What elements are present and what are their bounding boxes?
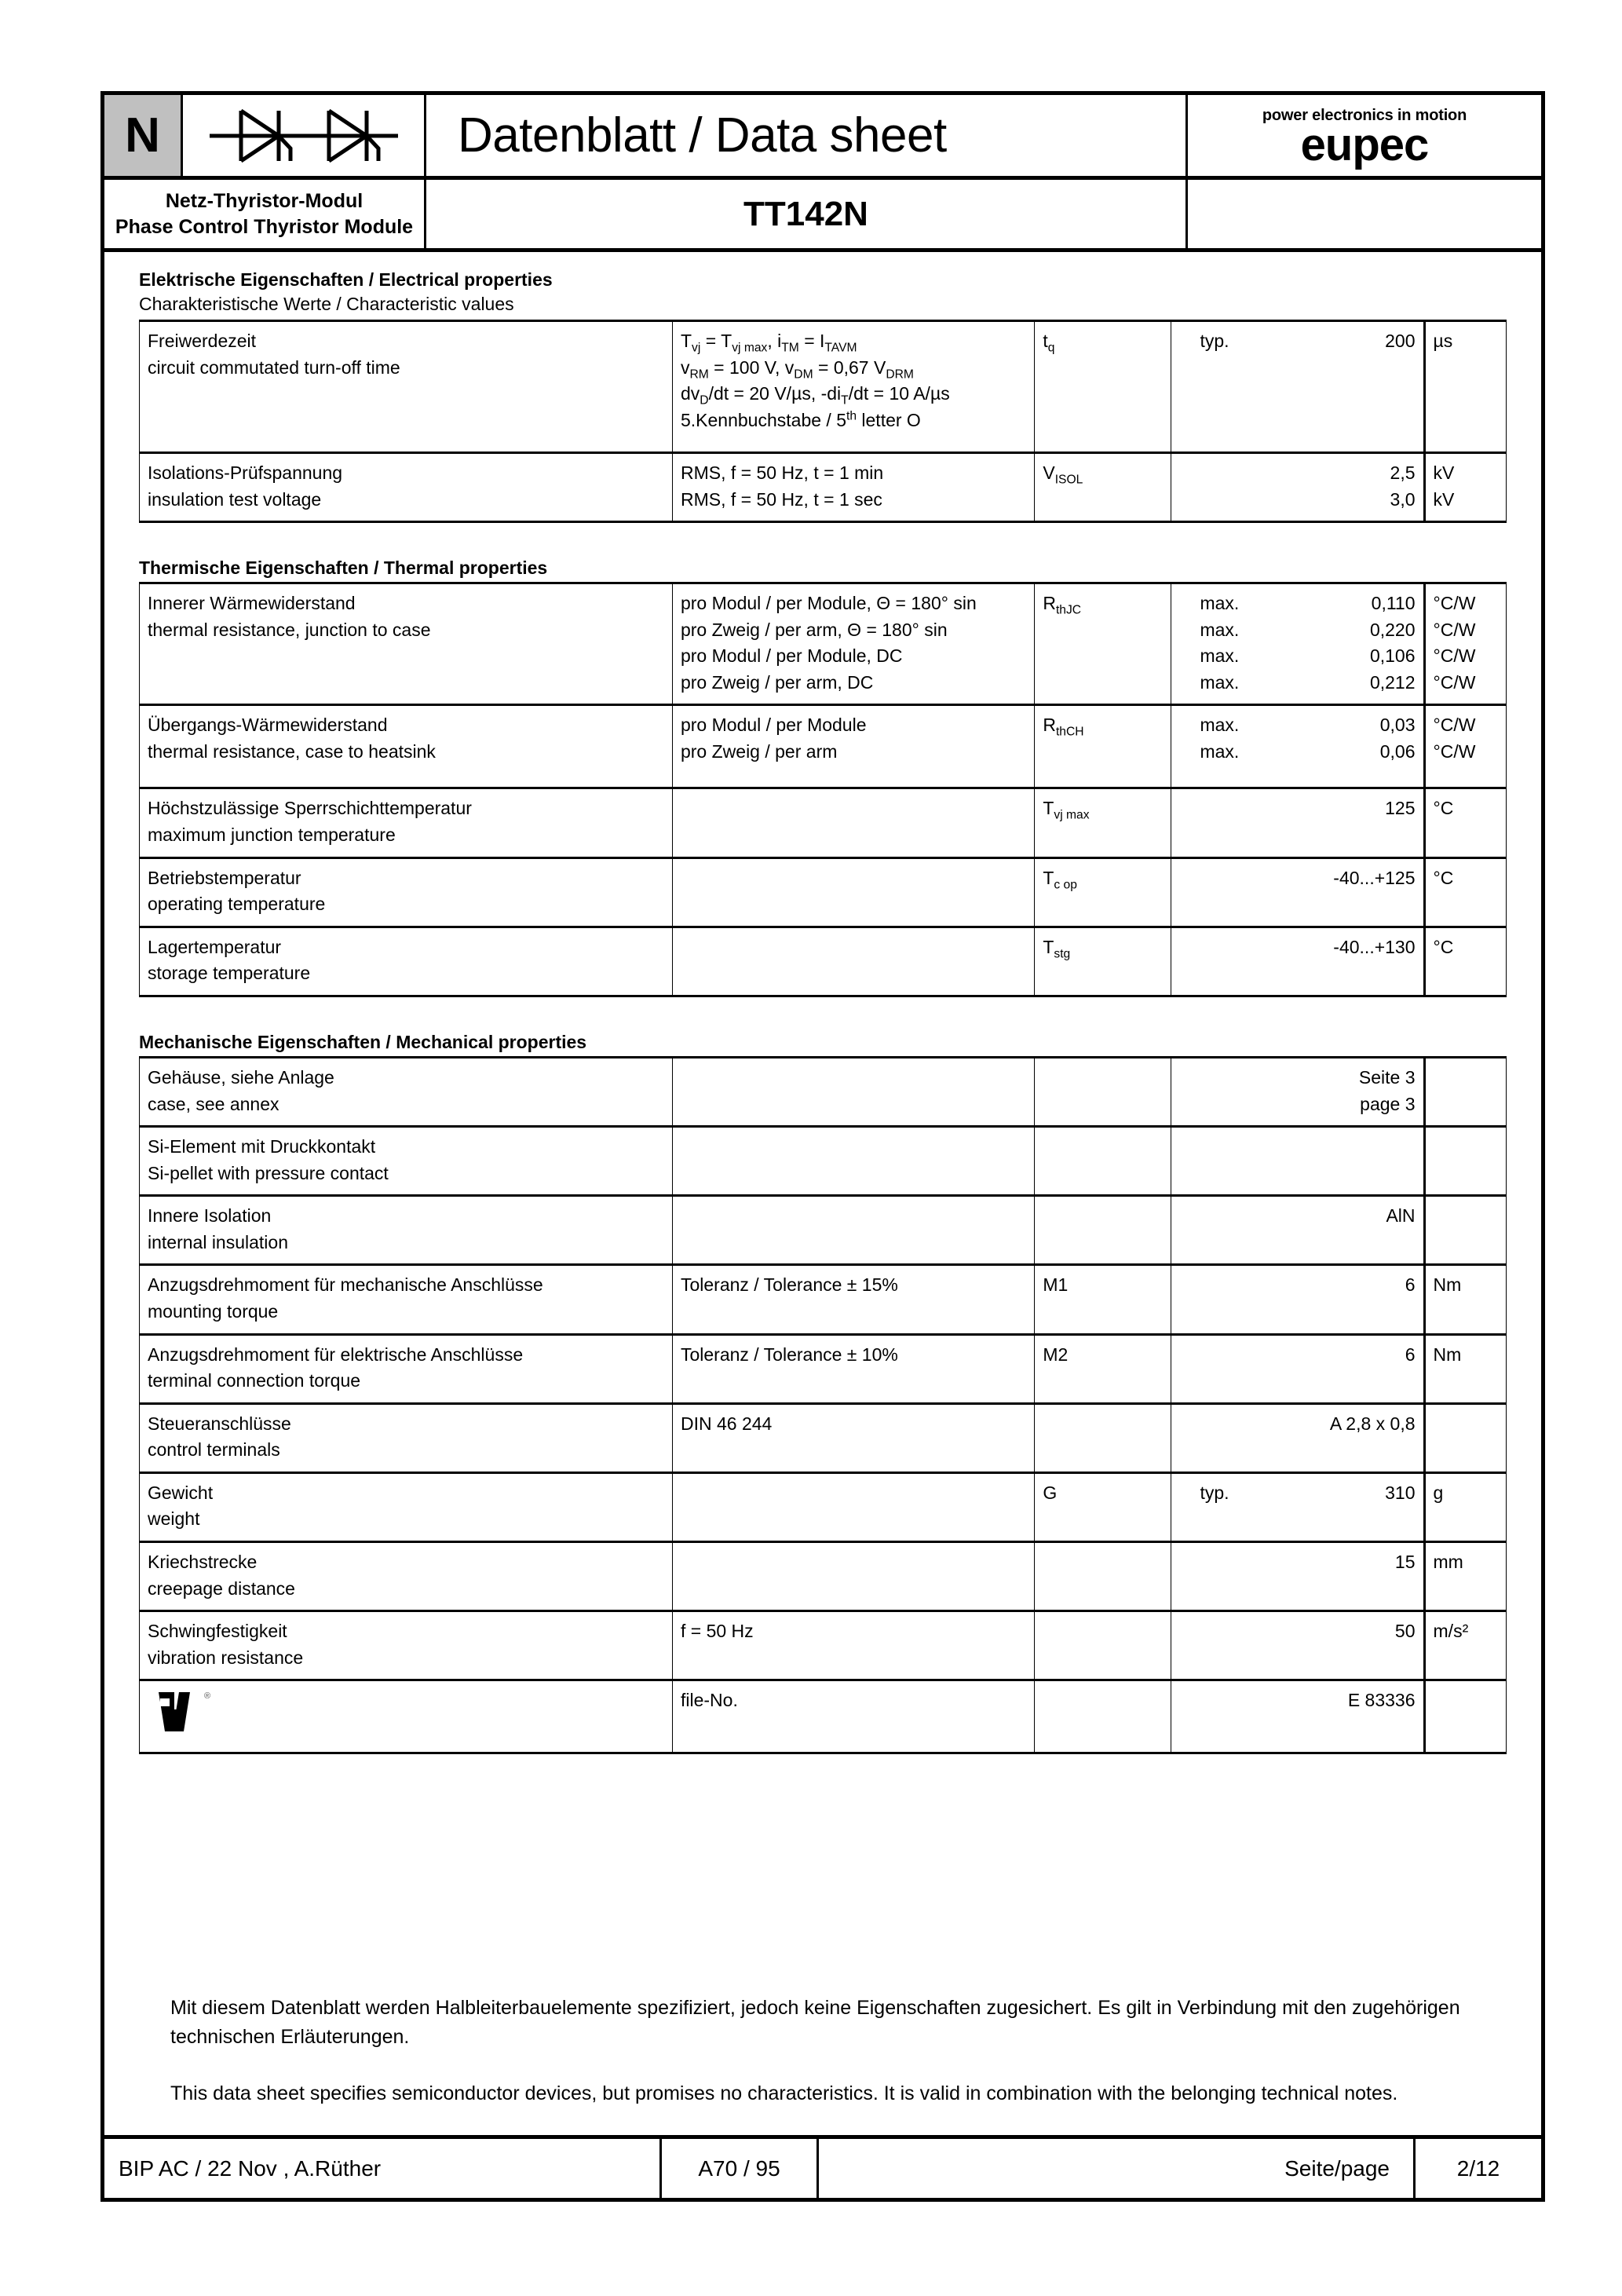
row-conditions: f = 50 Hz <box>672 1611 1034 1680</box>
row-description <box>140 453 673 522</box>
desc-en: insulation test voltage <box>148 488 322 510</box>
electrical-section-subtitle: Charakteristische Werte / Characteristic values <box>139 294 514 314</box>
logo-tagline: power electronics in motion <box>1262 106 1467 124</box>
header-blank-cell <box>1188 180 1541 248</box>
note-en: This data sheet specifies semiconductor devices, but promises no characteristics. It is valid in combination with the belonging technical notes. <box>170 2082 1398 2104</box>
value-qualifier: max. <box>1200 645 1240 667</box>
desc-de: Innerer Wärmewiderstand <box>148 593 356 614</box>
mechanical-section-title: Mechanische Eigenschaften / Mechanical properties <box>139 1031 587 1052</box>
row-value <box>1171 1127 1424 1196</box>
module-kind-en: Phase Control Thyristor Module <box>115 215 414 238</box>
row-conditions <box>672 583 1034 705</box>
desc-en: internal insulation <box>148 1231 289 1252</box>
desc-de: Gehäuse, siehe Anlage <box>148 1066 334 1088</box>
value-qualifier: max. <box>1200 593 1240 614</box>
desc-de: Freiwerdezeit <box>148 331 257 351</box>
table-row <box>140 857 1507 927</box>
value-number: 0,106 <box>1369 645 1416 667</box>
cond-line: pro Modul / per Module <box>680 715 867 736</box>
page-body <box>104 252 1541 2135</box>
value-number: 0,06 <box>1379 741 1416 762</box>
desc-de: Gewicht <box>148 1482 214 1503</box>
table-row <box>140 1472 1507 1541</box>
unit-text: °C/W <box>1433 593 1476 614</box>
table-row <box>140 1611 1507 1680</box>
row-value <box>1171 1403 1424 1472</box>
footer-page-label: Seite/page <box>819 2139 1416 2198</box>
cond-line: $T_{vj} = T_{vj max}$, $i_{TM} = I_{TAVM}$ <box>680 331 857 355</box>
row-symbol: $R_{thCH}$ <box>1035 705 1171 788</box>
row-description <box>140 1611 673 1680</box>
legal-notes <box>139 1994 1507 2136</box>
desc-en: thermal resistance, junction to case <box>148 619 431 640</box>
row-description <box>140 1127 673 1196</box>
row-symbol <box>1035 1403 1171 1472</box>
cond-line: pro Zweig / per arm, DC <box>680 671 874 693</box>
unit-text: °C/W <box>1433 619 1476 640</box>
page-footer <box>104 2135 1541 2198</box>
cond-line: $dv_D/dt = 20$ V/µs, $-di_T/dt = 10$ A/µs <box>680 383 950 408</box>
row-description <box>140 1265 673 1334</box>
header-bottom-row <box>104 180 1541 252</box>
cond-line: pro Modul / per Module, DC <box>680 645 903 667</box>
unit-text: °C <box>1433 798 1454 819</box>
row-value <box>1171 1196 1424 1265</box>
row-symbol: $T_{stg}$ <box>1035 927 1171 996</box>
table-row <box>140 321 1507 453</box>
row-unit <box>1424 1196 1506 1265</box>
row-description <box>140 1334 673 1403</box>
row-conditions: DIN 46 244 <box>672 1403 1034 1472</box>
type-number: TT142N <box>426 180 1188 248</box>
thyristor-symbol-svg <box>210 104 398 167</box>
value-number: 125 <box>1385 798 1416 819</box>
value-qualifier: max. <box>1200 619 1240 640</box>
row-conditions: file-No. <box>672 1680 1034 1753</box>
row-symbol: M2 <box>1035 1334 1171 1403</box>
row-symbol <box>1035 1542 1171 1611</box>
row-description <box>140 927 673 996</box>
table-row <box>140 927 1507 996</box>
desc-de: Isolations-Prüfspannung <box>148 462 343 483</box>
footer-page-number: 2/12 <box>1456 2155 1500 2181</box>
value-number: A 2,8 x 0,8 <box>1329 1413 1416 1434</box>
cond-line: pro Zweig / per arm, Θ = 180° sin <box>680 619 948 640</box>
desc-en: terminal connection torque <box>148 1370 361 1391</box>
value-number: 6 <box>1405 1344 1416 1365</box>
row-value <box>1171 1611 1424 1680</box>
desc-de: Anzugsdrehmoment für mechanische Anschlüsse <box>148 1274 543 1296</box>
value-number: 15 <box>1394 1552 1416 1573</box>
table-row <box>140 1680 1507 1753</box>
desc-de: Schwingfestigkeit <box>148 1621 287 1642</box>
desc-en: thermal resistance, case to heatsink <box>148 741 436 762</box>
row-unit <box>1424 788 1506 857</box>
table-row <box>140 1403 1507 1472</box>
row-symbol <box>1035 1127 1171 1196</box>
svg-text:®: ® <box>204 1691 211 1702</box>
row-conditions <box>672 1057 1034 1126</box>
value-number: page 3 <box>1360 1093 1416 1114</box>
table-row <box>140 705 1507 788</box>
value-qualifier: max. <box>1200 671 1240 693</box>
row-unit: Nm <box>1424 1265 1506 1334</box>
row-conditions: Toleranz / Tolerance ± 10% <box>672 1334 1034 1403</box>
value-number: -40...+130 <box>1333 936 1416 957</box>
desc-en: operating temperature <box>148 894 326 915</box>
table-row <box>140 1057 1507 1126</box>
desc-de: Kriechstrecke <box>148 1552 258 1573</box>
value-qualifier: max. <box>1200 741 1240 762</box>
row-description <box>140 1542 673 1611</box>
row-conditions <box>672 857 1034 927</box>
row-symbol <box>1035 1611 1171 1680</box>
value-number: -40...+125 <box>1333 867 1416 888</box>
row-symbol: $T_{vj max}$ <box>1035 788 1171 857</box>
row-unit <box>1424 1127 1506 1196</box>
datasheet-page <box>100 91 1545 2202</box>
thermal-table <box>139 582 1507 997</box>
value-number: 3,0 <box>1390 488 1416 510</box>
unit-text: °C/W <box>1433 671 1476 693</box>
value-qualifier: typ. <box>1200 331 1229 351</box>
value-number: 0,220 <box>1369 619 1416 640</box>
value-number: E 83336 <box>1347 1690 1416 1711</box>
row-conditions <box>672 705 1034 788</box>
row-unit <box>1424 321 1506 453</box>
desc-en: maximum junction temperature <box>148 824 396 846</box>
row-symbol <box>1035 1680 1171 1753</box>
row-symbol <box>1035 1196 1171 1265</box>
row-unit <box>1424 453 1506 522</box>
row-conditions <box>672 927 1034 996</box>
row-value <box>1171 321 1424 453</box>
row-symbol: M1 <box>1035 1265 1171 1334</box>
cond-line: $v_{RM} = 100$ V, $v_{DM} = 0,67$ $V_{DRM}$ <box>680 356 914 382</box>
row-description <box>140 705 673 788</box>
row-value <box>1171 1265 1424 1334</box>
table-row <box>140 583 1507 705</box>
row-value <box>1171 927 1424 996</box>
cond-line: RMS, f = 50 Hz, t = 1 sec <box>680 488 882 510</box>
value-number: 6 <box>1405 1274 1416 1296</box>
value-number: 2,5 <box>1390 462 1416 483</box>
row-value <box>1171 788 1424 857</box>
desc-de: Anzugsdrehmoment für elektrische Anschlüsse <box>148 1344 524 1365</box>
desc-de: Innere Isolation <box>148 1205 272 1227</box>
row-description <box>140 321 673 453</box>
row-conditions <box>672 1196 1034 1265</box>
row-unit <box>1424 1680 1506 1753</box>
value-qualifier: typ. <box>1200 1482 1229 1503</box>
page-title: Datenblatt / Data sheet <box>426 95 1188 176</box>
desc-en: circuit commutated turn-off time <box>148 356 400 378</box>
value-number: 50 <box>1394 1621 1416 1642</box>
logo-wordmark: eupec <box>1300 119 1429 170</box>
desc-en: vibration resistance <box>148 1647 304 1668</box>
row-value <box>1171 1057 1424 1126</box>
cond-line: 5.Kennbuchstabe / 5th letter O <box>680 409 921 430</box>
row-value <box>1171 705 1424 788</box>
row-unit: mm <box>1424 1542 1506 1611</box>
desc-en: mounting torque <box>148 1300 279 1322</box>
cond-line: pro Zweig / per arm <box>680 741 838 762</box>
desc-de: Steueranschlüsse <box>148 1413 291 1434</box>
module-kind <box>104 180 426 248</box>
desc-en: weight <box>148 1508 200 1530</box>
table-row <box>140 1127 1507 1196</box>
row-conditions <box>672 321 1034 453</box>
header-top-row <box>104 95 1541 180</box>
row-unit <box>1424 583 1506 705</box>
row-value <box>1171 583 1424 705</box>
thermal-section-title: Thermische Eigenschaften / Thermal properties <box>139 558 548 579</box>
row-description <box>140 1472 673 1541</box>
row-unit <box>1424 1403 1506 1472</box>
row-value <box>1171 453 1424 522</box>
unit-text: °C/W <box>1433 715 1476 736</box>
desc-en: Si-pellet with pressure contact <box>148 1162 389 1183</box>
desc-de: Übergangs-Wärmewiderstand <box>148 715 388 736</box>
row-conditions <box>672 1472 1034 1541</box>
note-de: Mit diesem Datenblatt werden Halbleiterbauelemente spezifiziert, jedoch keine Eigenschaften zugesichert. Es gilt in Verbindung mit den zugehörigen technischen Erläuterungen. <box>170 1996 1460 2048</box>
row-conditions <box>672 1542 1034 1611</box>
desc-en: control terminals <box>148 1439 280 1461</box>
desc-en: creepage distance <box>148 1578 295 1599</box>
unit-text: °C/W <box>1433 741 1476 762</box>
value-number: 200 <box>1385 331 1416 351</box>
row-unit <box>1424 857 1506 927</box>
row-symbol: $t_q$ <box>1035 321 1171 453</box>
footer-author: BIP AC / 22 Nov , A.Rüther <box>104 2139 662 2198</box>
cond-line: pro Modul / per Module, Θ = 180° sin <box>680 593 977 614</box>
cond-line: RMS, f = 50 Hz, t = 1 min <box>680 462 884 483</box>
row-description <box>140 1403 673 1472</box>
row-description <box>140 788 673 857</box>
row-symbol: $V_{ISOL}$ <box>1035 453 1171 522</box>
row-value <box>1171 1542 1424 1611</box>
row-value <box>1171 1680 1424 1753</box>
row-description <box>140 857 673 927</box>
row-unit <box>1424 705 1506 788</box>
table-row <box>140 1334 1507 1403</box>
row-value <box>1171 857 1424 927</box>
value-number: 310 <box>1385 1482 1416 1503</box>
ul-mark-svg <box>148 1687 215 1736</box>
row-description <box>140 1057 673 1126</box>
row-conditions <box>672 453 1034 522</box>
row-symbol: G <box>1035 1472 1171 1541</box>
row-unit: m/s² <box>1424 1611 1506 1680</box>
table-row <box>140 1542 1507 1611</box>
row-description <box>140 1196 673 1265</box>
value-number: 0,110 <box>1371 593 1416 614</box>
row-conditions <box>672 1127 1034 1196</box>
mechanical-table <box>139 1056 1507 1754</box>
row-symbol: $R_{thJC}$ <box>1035 583 1171 705</box>
unit-text: µs <box>1433 331 1453 351</box>
desc-en: storage temperature <box>148 963 311 984</box>
row-conditions: Toleranz / Tolerance ± 15% <box>672 1265 1034 1334</box>
table-row <box>140 453 1507 522</box>
series-badge: N <box>104 95 183 176</box>
value-number: 0,03 <box>1379 715 1416 736</box>
table-row <box>140 1265 1507 1334</box>
row-symbol: $T_{c op}$ <box>1035 857 1171 927</box>
row-symbol <box>1035 1057 1171 1126</box>
electrical-table <box>139 320 1507 523</box>
value-number: AlN <box>1386 1205 1416 1227</box>
unit-text: kV <box>1433 462 1455 483</box>
row-unit: g <box>1424 1472 1506 1541</box>
thyristor-pair-icon <box>183 95 426 176</box>
unit-text: °C <box>1433 936 1454 957</box>
footer-doc-code: A70 / 95 <box>662 2139 819 2198</box>
unit-text: kV <box>1433 488 1455 510</box>
row-value <box>1171 1472 1424 1541</box>
electrical-section-title: Elektrische Eigenschaften / Electrical properties <box>139 269 553 290</box>
unit-text: °C <box>1433 867 1454 888</box>
row-conditions <box>672 788 1034 857</box>
desc-de: Höchstzulässige Sperrschichttemperatur <box>148 798 472 819</box>
row-unit <box>1424 1057 1506 1126</box>
value-qualifier: max. <box>1200 715 1240 736</box>
ul-recognized-component-icon <box>148 1687 215 1736</box>
desc-de: Betriebstemperatur <box>148 867 301 888</box>
desc-en: case, see annex <box>148 1093 279 1114</box>
desc-de: Si-Element mit Druckkontakt <box>148 1136 376 1157</box>
table-row <box>140 788 1507 857</box>
row-unit <box>1424 927 1506 996</box>
row-description <box>140 583 673 705</box>
desc-de: Lagertemperatur <box>148 936 282 957</box>
row-unit: Nm <box>1424 1334 1506 1403</box>
unit-text: °C/W <box>1433 645 1476 667</box>
row-description <box>140 1680 673 1753</box>
row-value <box>1171 1334 1424 1403</box>
value-number: Seite 3 <box>1358 1066 1416 1088</box>
module-kind-de: Netz-Thyristor-Modul <box>165 189 363 212</box>
table-row <box>140 1196 1507 1265</box>
brand-logo <box>1188 95 1541 176</box>
value-number: 0,212 <box>1369 671 1416 693</box>
